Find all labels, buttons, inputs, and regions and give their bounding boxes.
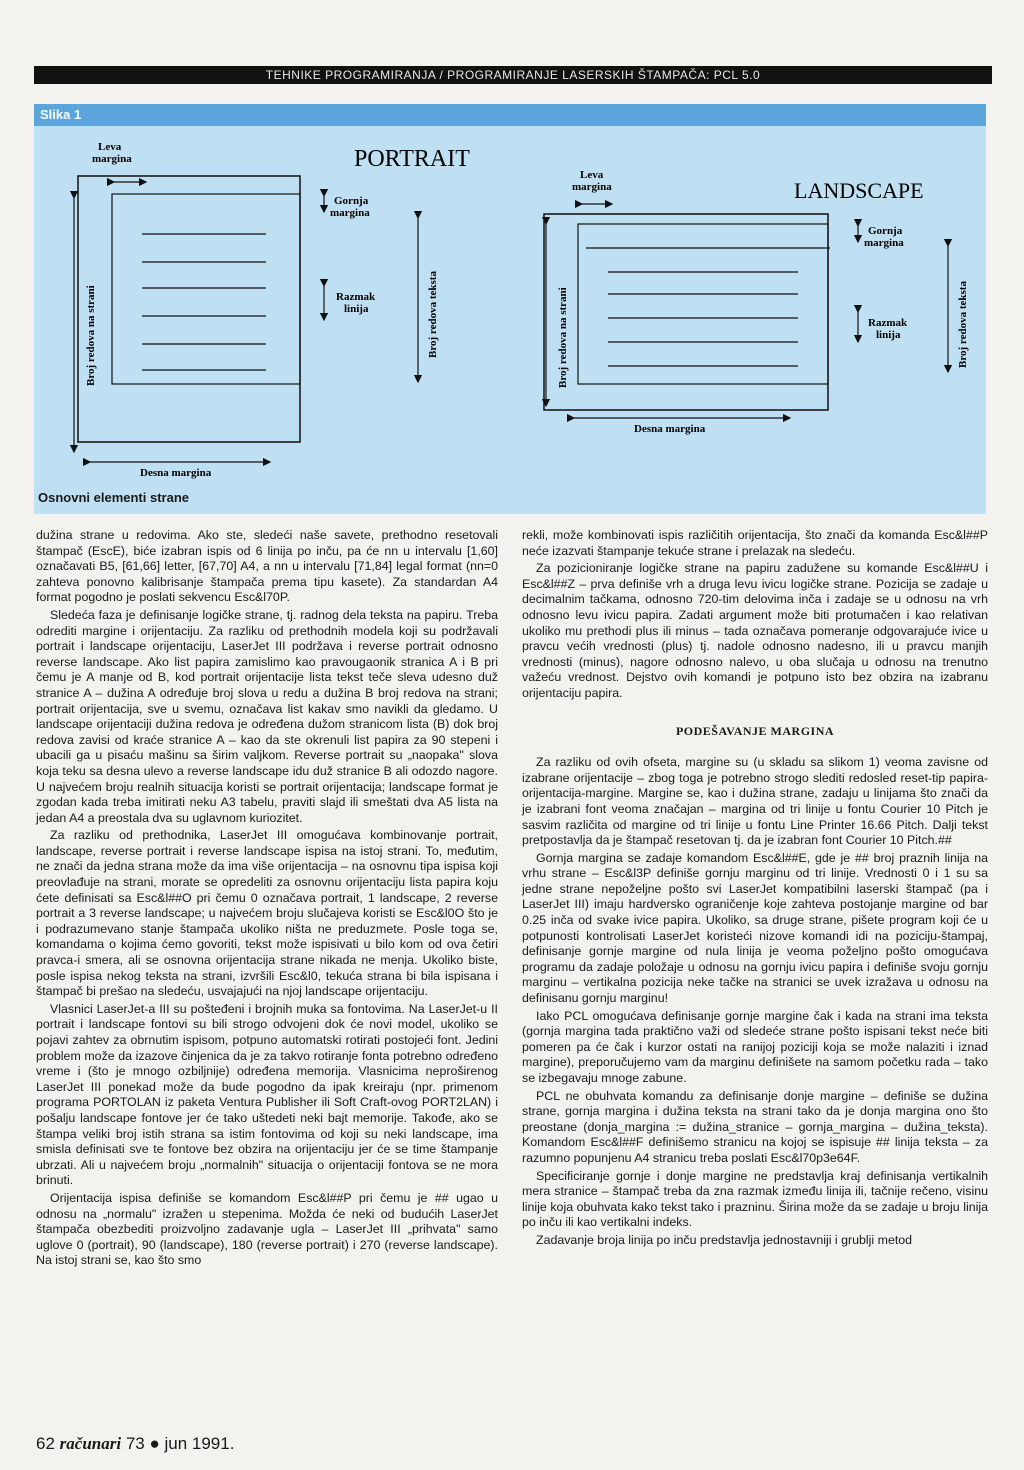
right-paragraph-3: Za razliku od ovih ofseta, margine su (u skladu sa slikom 1) veoma zavisne od izabrane orijentacije – zbog toga je potrebno strogo slediti redosled reset-tip papira-orijentacija-margine. Margine se, kao i dužina strane, zadaju u linijama što znači da je izabrani font veoma značajan – margina od tri linije u fontu Courier 10 Pitch je sasvim različita od margine od tri linije u fontu Line Printer 16.66 Pitch. Dalji tekst pretpostavlja da je štampač resetovan tj. da je izabran font Courier 10 Pitch.## (522, 755, 988, 848)
figure-label: Slika 1 (40, 107, 82, 122)
landscape-title: LANDSCAPE (794, 178, 924, 203)
right-paragraph-2: Za pozicioniranje logičke strane na papiru zadužene su komande Esc&l##U i Esc&l##Z – prva definiše vrh a druga levu ivicu logičke strane. Pozicija se zadaje u decimalnim tačkama, odnosno 720-tim delovima inča i zadaje se u odnosu na vrh odnosno levu ivicu papira. Zadati argument može biti protumačen i kao relativan ukoliko mu prethodi plus ili minus – tada označava pomeranje odgovarajuće ivice u pravcu većih vrednosti (plus) tj. nadole odnosno nadesno, ili u pravcu manjih vrednosti (minus), nagore odnosno nalevo, u oba slučaja u odnosu na trenutno važeću vrednost. Dejstvo ovih komandi je potpuno isto bez obzira na izabranu orijentaciju papira. (522, 561, 988, 700)
section-header-title: TEHNIKE PROGRAMIRANJA / PROGRAMIRANJE LASERSKIH ŠTAMPAČA: PCL 5.0 (265, 68, 761, 82)
issue-number: 73 (125, 1434, 145, 1453)
right-text-column (522, 528, 988, 1251)
left-text-column (36, 528, 498, 1271)
figure-label-bar (34, 104, 986, 126)
right-paragraph-8: Zadavanje broja linija po inču predstavlja jednostavniji i grublji metod (536, 1232, 913, 1247)
portrait-text-lines-label: Broj redova teksta (427, 271, 439, 358)
right-paragraph-7: Specificiranje gornje i donje margine ne predstavlja kraj definisanja vertikalnih mera stranice – štampač treba da zna razmak između linija ili, tačnije rečeno, visinu linije koja obuhvata kako tekst tako i prazninu. Širina može da se zadaje u broju linija po inču ili kao vertikalni indeks. (522, 1168, 988, 1230)
left-paragraph-2: Sledeća faza je definisanje logičke strane, tj. radnog dela teksta na papiru. Treba odrediti margine i orijentaciju. Za razliku od prethodnih modela koji su podržavali portrait i landscape orijentaciju, LaserJet III podržava i reverse portrait odnosno reverse landscape. Ako list papira zamislimo kao pravougaonik stranica A i B pri čemu je A manje od B, kod portrait orijentacije lista tekst teče sleva udesno duž stranice A – dužina A određuje broj slova u redu a dužina B broj redova na strani; portrait orijentacija, sve u svemu, označava list kakav smo navikli da gledamo. U landscape orijentaciji dužina redova je određena dužom stranicom lista (B) dok broj redova zavisi od kraće stranice A – kao da ste okrenuli list papira za 90 stepeni i ubacili ga u pisaću mašinu sa širim valjkom. Reverse portrait su „naopaka" slova koja teku sa desna ulevo a reverse landscape idu duž stranice B ali odozdo nagore. U najvećem broju realnih situacija koristi se portrait orijentacija; landscape format je zgodan kada treba imitirati neku A3 tabelu, praviti slajd ili smeštati dva A5 lista na jedan A4 a preostala dva su uglavnom kuriozitet. (36, 607, 498, 825)
portrait-lines-per-page-label: Broj redova na strani (85, 285, 97, 386)
issue-date: jun 1991. (164, 1434, 235, 1453)
right-paragraph-1: rekli, može kombinovati ispis različitih orijentacija, što znači da komanda Esc&l##P neće izazvati štampanje tekuće strane i prelazak na sledeću. (522, 528, 988, 558)
landscape-diagram (544, 169, 969, 435)
portrait-logical-page (112, 194, 300, 384)
landscape-paper (544, 214, 828, 410)
portrait-title: PORTRAIT (354, 146, 470, 172)
landscape-lines-per-page-label: Broj redova na strani (557, 287, 569, 388)
portrait-top-margin-label: Gornja margina (330, 195, 370, 219)
page-number: 62 (36, 1434, 55, 1453)
left-paragraph-3: Za razliku od prethodnika, LaserJet III omogućava kombinovanje portrait, landscape, reverse portrait i reverse landscape ispisa na istoj strani. To, međutim, ne znači da jedna strana može da ima više orijentacija – na osnovnu tipa ispisa koji preovlađuje na strani, morate se opredeliti za osnovnu orijentaciju lista papira koju ćete definisati sa Esc&l##O pri čemu 0 označava portrait, 1 landscape, 2 reverse portrait a 3 reverse landscape; u najvećem broju slučajeva koristi se Esc&l0O što je i podrazumevano stanje štampača ukoliko ništa ne preduzmete. Posle toga se, komandama o kojima ćemo govoriti, tekst može ispisivati u bilo kom od ova četiri pravca-i smera, ali se osnovna orijentacija strane nikada ne menja. Ukoliko biste, posle ispisa nekog teksta na strani, izvršili Esc&l0, tekuća strana bi bila ispisana i štampač bi prešao na sledeću, usvajajući na njoj landscape orijentaciju. (36, 828, 498, 999)
bullet-separator: ● (149, 1434, 160, 1453)
left-paragraph-4: Vlasnici LaserJet-a III su pošteđeni i brojnih muka sa fontovima. Na LaserJet-u II portrait i landscape fontovi su bili strogo odvojeni dok će novi model, ukoliko se pojavi zahtev za obrnutim ispisom, potpuno automatski rotirati postojeći font. Jedini problem može da izazove činjenica da je za takvo rotiranje fonta potrebno određeno vreme i (što je mnogo ozbiljnije) određena memorija. Vlasnicima neproširenog LaserJet III ponekad može da bude pogodno da ipak kreiraju (npr. primenom programa PORTOLAN iz paketa Ventura Publisher ili Soft Craft-ovog PORT2LAN) i pošalju landscape fontove jer će tako uštedeti neki bajt memorije. Takođe, ako se štampa veliki broj istih strana sa istim fontovima od koji su neki landscape, ima smisla definisati sve te fontove bez obzira na orijentaciju jer će se time štampanje ubrzati. Ali u najvećem broju „normalnih" situacija o orijentaciji fontova se ne mora brinuti. (36, 1001, 498, 1188)
portrait-left-margin-label: Leva margina (92, 141, 132, 165)
section-heading: PODEŠAVANJE MARGINA (675, 723, 835, 738)
figure-diagram (34, 126, 986, 506)
portrait-right-margin-label: Desna margina (140, 467, 212, 479)
figure-page-elements (34, 104, 986, 514)
left-paragraph-5: Orijentacija ispisa definiše se komandom Esc&l##P pri čemu je ## ugao u odnosu na „normalu" izražen u stepenima. Možda će neki od budućih LaserJet štampača obezbediti proizvoljno zadavanje ugla – LaserJet III „prihvata" samo uglove 0 (portrait), 90 (landscape), 180 (reverse portrait) i 270 (reverse landscape). Na istoj strani se, kao što smo (36, 1190, 498, 1268)
figure-caption: Osnovni elementi strane (38, 490, 189, 505)
landscape-text-lines-label: Broj redova teksta (957, 281, 969, 368)
right-paragraph-6: PCL ne obuhvata komandu za definisanje donje margine – definiše se dužina strane, gornja margina i dužina teksta na strani tako da je donja margina ono što preostane (donja_margina := dužina_stranice – gornja_margina – dužina_teksta). Komandom Esc&l##F definišemo stranicu na kojoj se ispisuje ## linija teksta – za razumno popunjenu A4 stranicu treba poslati Esc&l70p3e64F. (522, 1088, 988, 1165)
portrait-paper (78, 176, 300, 442)
portrait-diagram (74, 141, 470, 479)
page-footer (36, 1434, 234, 1454)
portrait-line-spacing-label: Razmak linija (336, 291, 376, 315)
landscape-left-margin-label: Leva margina (572, 169, 612, 193)
right-paragraph-5: Iako PCL omogućava definisanje gornje margine čak i kada na strani ima teksta (gornja margina tada praktično važi od sledeće strane pošto ispisani tekst neće biti pomeren pa će čak i kurzor ostati na ranijoj poziciji koja se može nalaziti i iznad margine), preporučujemo vam da marginu definišete na samom početku rada – tako se izbegavaju mnoge zabune. (522, 1008, 988, 1085)
section-header-bar (34, 66, 992, 84)
left-paragraph-1: dužina strane u redovima. Ako ste, sledeći naše savete, prethodno resetovali štampač (EscE), biće izabran ispis od 6 linija po inču, pa će nn u intervalu [1,60] označavati B5, [61,66] letter, [67,70] A4, a nn u intervalu [71,84] legal format (nn=0 zahteva ponovno kalibrisanje štampača prema tipu kasete). Za standardan A4 format pogodno je poslati sekvencu Esc&l70P. (36, 528, 498, 605)
right-paragraph-4: Gornja margina se zadaje komandom Esc&l##E, gde je ## broj praznih linija na vrhu strane – Esc&l3P definiše gornju marginu od tri linije. Vrednosti 0 i 1 su sa jedne strane nepoželjne pošto svi LaserJet kompatibilni laserski štampač (pa i LaserJet III) imaju hardversko ograničenje koje zahteva postojanje margine od bar 0.25 inča od svake ivice papira. Ukoliko, sa druge strane, pišete program koji će u potpunosti kontrolisati LaserJet koristeći nizove komandi idi na poziciju-štampaj, definisanje gornje margine od nula linija je veoma poželjno pošto omogućava programu da zadaje položaje u odnosu na gornju ivicu papira i definiše svoju gornju marginu – vertikalna pozicija neke tačke na stranici se uvek izražava u odnosu na definisanu gornju marginu! (522, 850, 988, 1006)
landscape-top-margin-label: Gornja margina (864, 225, 904, 249)
magazine-name: računari (59, 1434, 122, 1453)
landscape-right-margin-label: Desna margina (634, 423, 706, 435)
landscape-line-spacing-label: Razmak linija (868, 317, 908, 341)
